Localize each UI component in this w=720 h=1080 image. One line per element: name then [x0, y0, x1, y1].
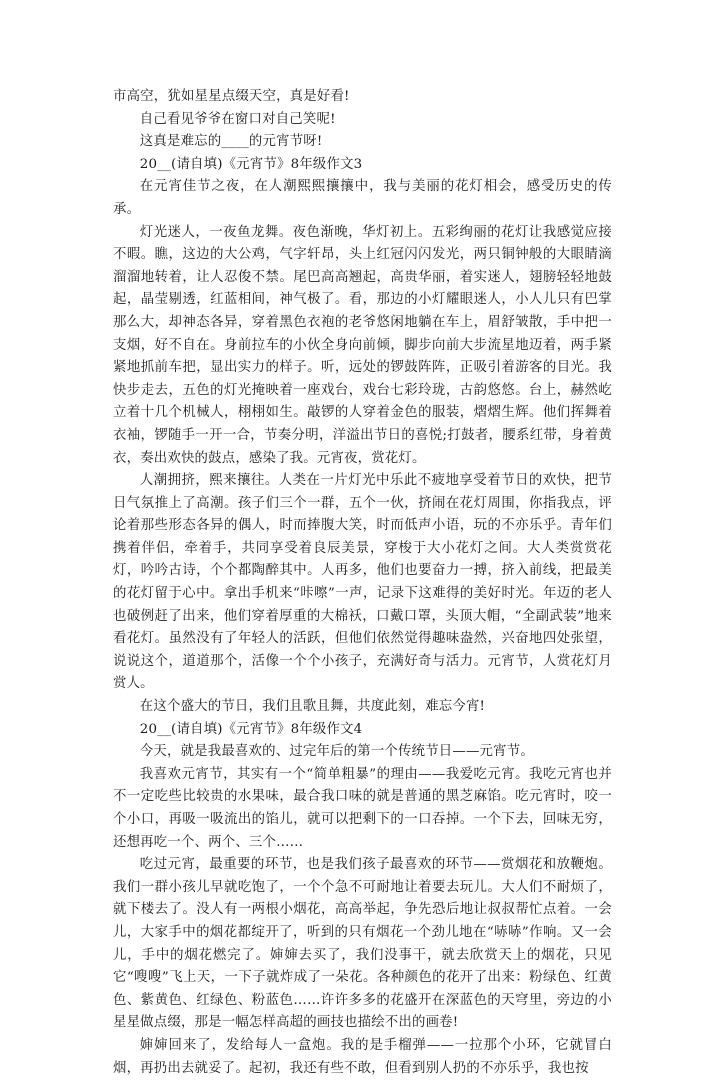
paragraph: 今天，就是我最喜欢的、过完年后的第一个传统节日——元宵节。: [139, 744, 534, 760]
paragraph: 这真是难忘的____的元宵节呀!: [139, 134, 323, 150]
paragraph: 吃过元宵，最重要的环节，也是我们孩子最喜欢的环节——赏烟花和放鞭炮。我们一群小孩儿早就吃饱了，一个个急不可耐地让着要去玩儿。大人们不耐烦了，就下楼去了。没人有一两根小烟花，高高举起，争先恐后地让叔叔帮忙点着。一会儿，大家手中的烟花都绽开了，听到的只有烟花一个劲儿地在“哧哧”作响。又一会儿，手中的烟花燃完了。婶婶去买了，我们没事干，就去欣赏天上的烟花，只见它“嗖嗖”飞上天，一下子就炸成了一朵花。各种颜色的花开了出来：粉绿色、红黄色、紫黄色、红绿色、粉蓝色……许许多多的花盛开在深蓝色的天穹里，旁边的小星星做点缀，那是一幅怎样高超的画技也描绘不出的画卷!: [113, 857, 612, 1031]
paragraph: 在元宵佳节之夜，在人潮熙熙攘攘中，我与美丽的花灯相会，感受历史的传承。: [113, 179, 612, 217]
paragraph: 人潮拥挤，熙来攘往。人类在一片灯光中乐此不疲地享受着节日的欢快，把节日气氛推上了高潮。孩子们三个一群，五个一伙，挤闹在花灯周围，你指我点，评论着那些形态各异的偶人，时而捧腹大笑，时而低声小语，玩的不亦乐乎。青年们携着伴侣，牵着手，共同享受着良辰美景，穿梭于大小花灯之间。大人类赏赏花灯，吟吟古诗，个个都陶醉其中。人再多，他们也要奋力一搏，挤入前线，把最美的花灯留于心中。拿出手机来“咔嚓”一声，记录下这难得的美好时光。年迈的老人也破例赶了出来，他们穿着厚重的大棉袄，口戴口罩，头顶大帽，“全副武装”地来看花灯。虽然没有了年轻人的活跃，但他们依然觉得趣味盎然，兴奋地四处张望，说说这个，道道那个，活像一个个小孩子，充满好奇与活力。元宵节，人赏花灯月赏人。: [113, 473, 612, 692]
paragraph: 灯光迷人，一夜鱼龙舞。夜色渐晚，华灯初上。五彩绚丽的花灯让我感觉应接不暇。瞧，这边的大公鸡，气字轩昂，头上红冠闪闪发光，两只铜钟般的大眼睛滴溜溜地转着，让人忍俊不禁。尾巴高高翘起，高贵华丽，着实迷人，翅膀轻轻地鼓起，晶莹剔透，红蓝相间，神气极了。看，那边的小灯耀眼迷人，小人儿只有巴掌那么大，却神态各异，穿着黑色衣袍的老爷悠闲地躺在车上，眉舒皱散，手中把一支烟，好不自在。身前拉车的小伙全身向前倾，脚步向前大步流星地迈着，两手紧紧地抓前车把，显出实力的样子。听，远处的锣鼓阵阵，正吸引着游客的目光。我快步走去，五色的灯光掩映着一座戏台，戏台七彩玲珑，古韵悠悠。台上，赫然屹立着十几个机械人，栩栩如生。敲锣的人穿着金色的服装，熠熠生辉。他们挥舞着衣袖，锣随手一开一合，节奏分明，洋溢出节日的喜悦;打鼓者，腰系红带，身着黄衣，奏出欢快的鼓点，感染了我。元宵夜，赏花灯。: [113, 224, 612, 466]
paragraph: 我喜欢元宵节，其实有一个“简单粗暴”的理由——我爱吃元宵。我吃元宵也并不一定吃些比较贵的水果味，最合我口味的就是普通的黑芝麻馅。吃元宵时，咬一个小口，再吸一吸流出的馅儿，就可以把剩下的一口吞掉。一个下去，回味无穷，还想再吃一个、两个、三个……: [113, 766, 612, 850]
paragraph: 婶婶回来了，发给每人一盒炮。我的是手榴弹——一拉那个小环，它就冒白烟，再扔出去就妥了。起初，我还有些不敢，但看到别人扔的不亦乐乎，我也按: [113, 1037, 612, 1076]
paragraph: 在这个盛大的节日，我们且歌且舞，共度此刻，难忘今宵!: [139, 699, 486, 715]
essay-heading-3: 20__(请自填)《元宵节》8年级作文3: [139, 156, 363, 172]
paragraph: 市高空，犹如星星点缀天空，真是好看!: [113, 89, 350, 104]
essay-heading-4: 20__(请自填)《元宵节》8年级作文4: [139, 721, 363, 737]
paragraph: 自己看见爷爷在窗口对自己笑呢!: [139, 111, 336, 127]
document-page: [113, 86, 612, 1080]
